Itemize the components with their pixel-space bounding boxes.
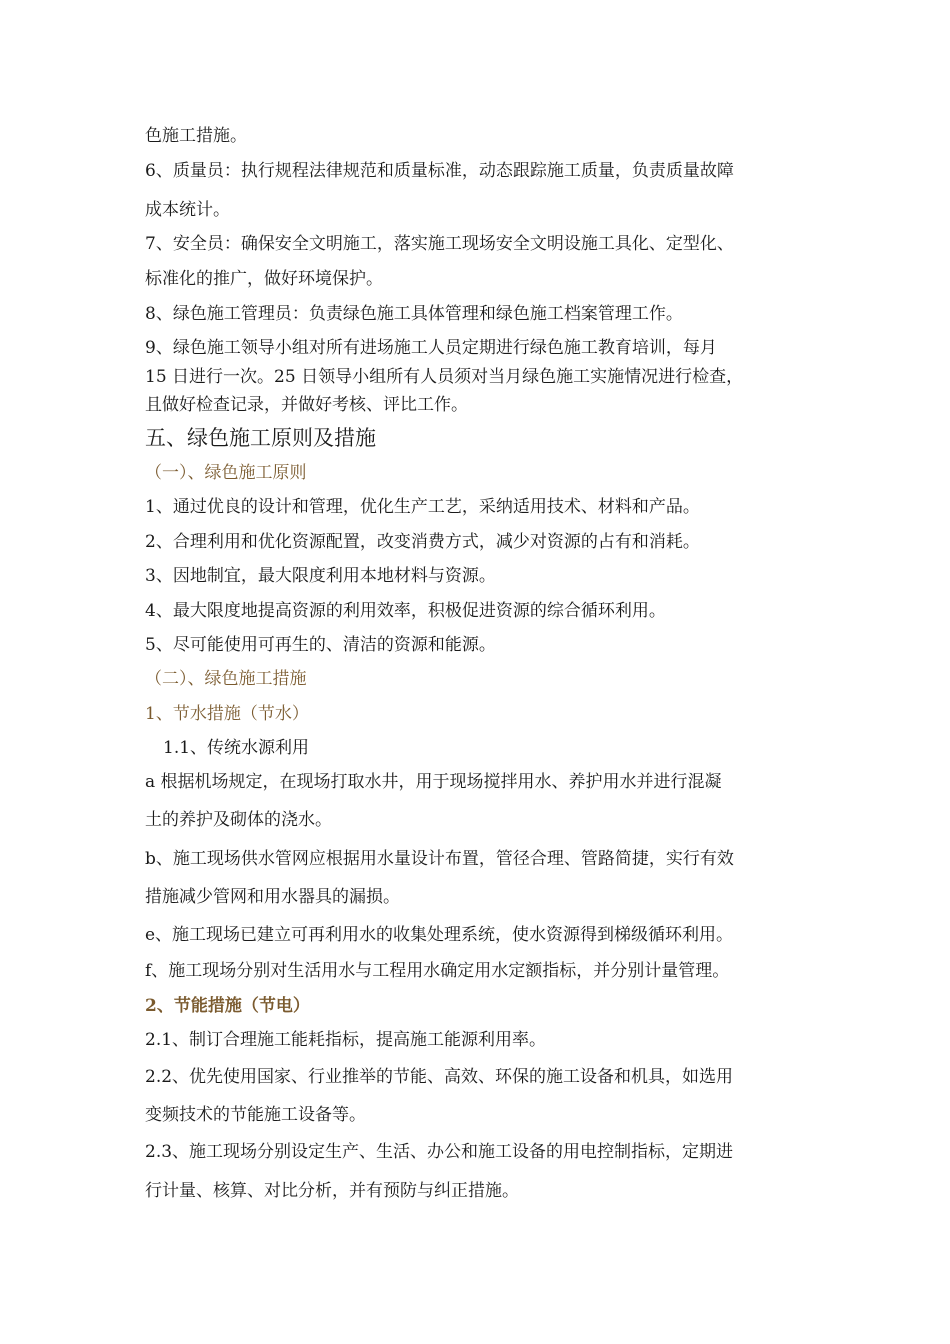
text-line: 2.1、制订合理施工能耗指标，提高施工能源利用率。 — [145, 1030, 547, 1050]
text-line: e、施工现场已建立可再利用水的收集处理系统，使水资源得到梯级循环利用。 — [145, 925, 734, 945]
text-line: 措施减少管网和用水器具的漏损。 — [145, 887, 400, 907]
text-line: 行计量、核算、对比分析，并有预防与纠正措施。 — [145, 1181, 519, 1201]
text-line: 4、最大限度地提高资源的利用效率，积极促进资源的综合循环利用。 — [145, 601, 666, 621]
item-heading: 1、节水措施（节水） — [145, 704, 309, 724]
text-line: 变频技术的节能施工设备等。 — [145, 1105, 366, 1125]
text-line: 2.2、优先使用国家、行业推举的节能、高效、环保的施工设备和机具，如选用 — [145, 1067, 734, 1087]
subsection-heading: （二）、绿色施工措施 — [145, 669, 307, 689]
text-line: 15 日进行一次。25 日领导小组所有人员须对当月绿色施工实施情况进行检查， — [145, 367, 744, 387]
text-line: a 根据机场规定，在现场打取水井，用于现场搅拌用水、养护用水并进行混凝 — [145, 772, 722, 792]
text-line: 标准化的推广，做好环境保护。 — [145, 269, 383, 289]
text-line: 9、绿色施工领导小组对所有进场施工人员定期进行绿色施工教育培训，每月 — [145, 338, 717, 358]
text-line: 成本统计。 — [145, 200, 230, 220]
item-heading: 2、节能措施（节电） — [145, 996, 310, 1016]
text-line: b、施工现场供水管网应根据用水量设计布置，管径合理、管路简捷，实行有效 — [145, 849, 734, 869]
text-line: 且做好检查记录，并做好考核、评比工作。 — [145, 395, 468, 415]
sub-item-heading: 1.1、传统水源利用 — [163, 738, 310, 758]
text-line: 2.3、施工现场分别设定生产、生活、办公和施工设备的用电控制指标，定期进 — [145, 1142, 734, 1162]
text-line: 6、质量员：执行规程法律规范和质量标准，动态跟踪施工质量，负责质量故障 — [145, 161, 734, 181]
text-line: 色施工措施。 — [145, 126, 247, 146]
text-line: 2、合理利用和优化资源配置，改变消费方式，减少对资源的占有和消耗。 — [145, 532, 700, 552]
text-line: f、施工现场分别对生活用水与工程用水确定用水定额指标，并分别计量管理。 — [145, 961, 730, 981]
text-line: 3、因地制宜，最大限度利用本地材料与资源。 — [145, 566, 496, 586]
text-line: 7、安全员：确保安全文明施工，落实施工现场安全文明设施工具化、定型化、 — [145, 234, 734, 254]
text-line: 1、通过优良的设计和管理，优化生产工艺，采纳适用技术、材料和产品。 — [145, 497, 700, 517]
text-line: 土的养护及砌体的浇水。 — [145, 810, 332, 830]
section-heading: 五、绿色施工原则及措施 — [145, 426, 376, 450]
text-line: 5、尽可能使用可再生的、清洁的资源和能源。 — [145, 635, 496, 655]
subsection-heading: （一）、绿色施工原则 — [145, 463, 307, 483]
text-line: 8、绿色施工管理员：负责绿色施工具体管理和绿色施工档案管理工作。 — [145, 304, 683, 324]
